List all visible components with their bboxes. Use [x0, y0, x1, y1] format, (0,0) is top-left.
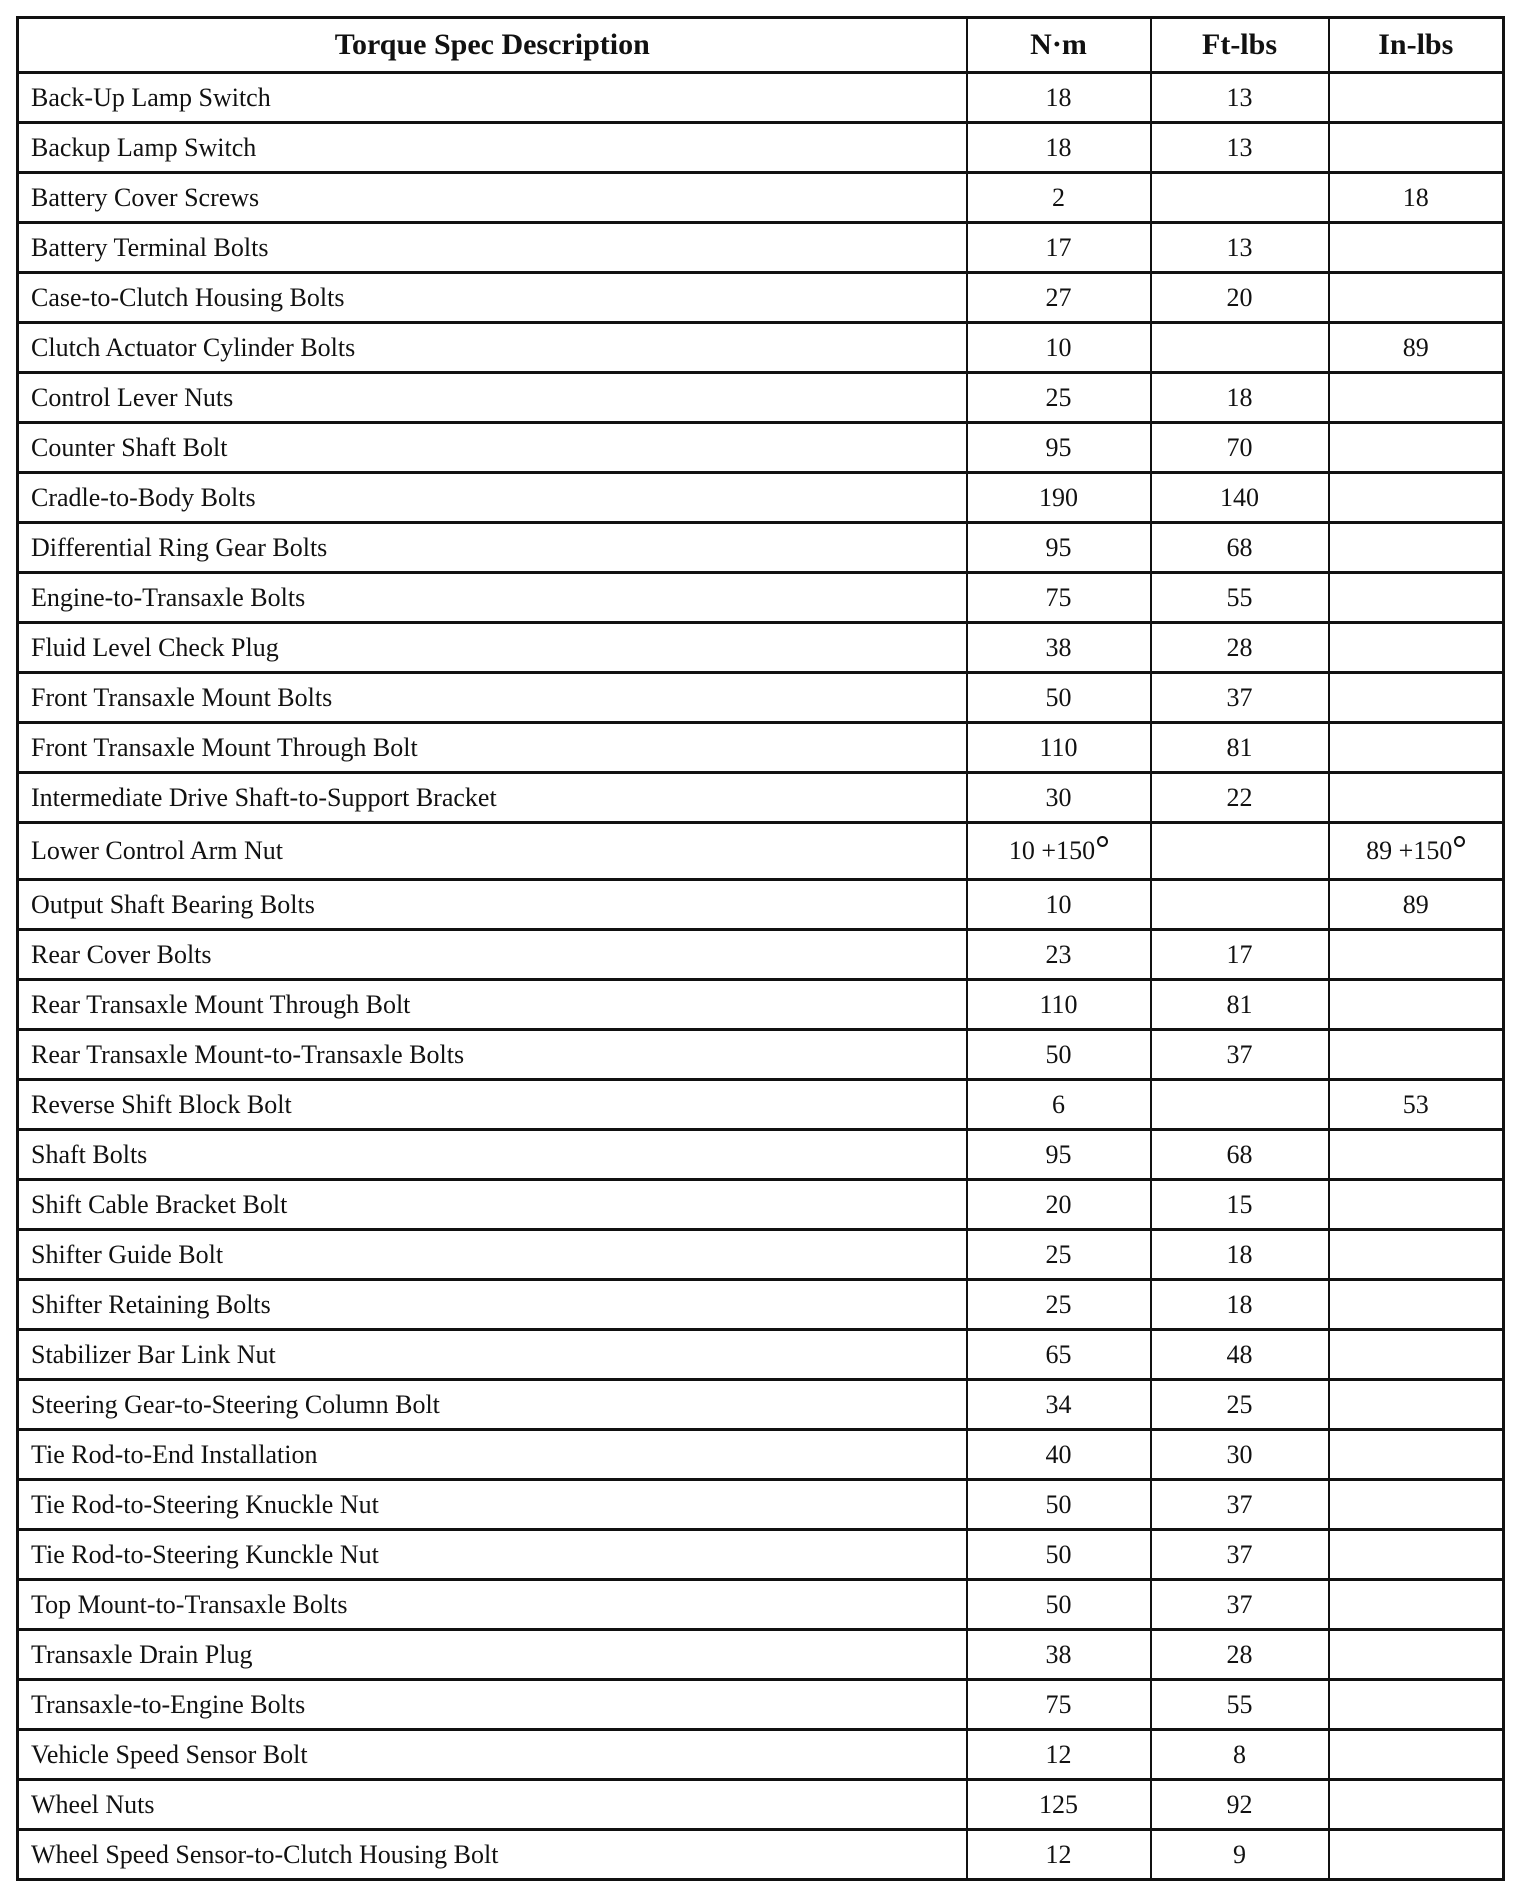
- table-row: [18, 273, 1504, 323]
- cell-nm-text: 10 +150: [1008, 836, 1096, 865]
- cell-ftlbs: [1151, 1080, 1329, 1130]
- cell-description: [18, 1380, 967, 1430]
- cell-ftlbs: [1151, 173, 1329, 223]
- cell-ftlbs-text: 13: [1226, 82, 1253, 112]
- cell-inlbs: [1329, 323, 1504, 373]
- cell-ftlbs: [1151, 273, 1329, 323]
- cell-inlbs: [1329, 723, 1504, 773]
- cell-nm: [967, 823, 1151, 880]
- cell-ftlbs-text: 70: [1226, 432, 1253, 462]
- cell-ftlbs-text: 25: [1226, 1389, 1253, 1419]
- cell-nm-text: 75: [1045, 1689, 1072, 1719]
- cell-description: [18, 1080, 967, 1130]
- cell-nm: [967, 1330, 1151, 1380]
- cell-description: [18, 323, 967, 373]
- cell-inlbs: [1329, 1580, 1504, 1630]
- cell-nm-text: 34: [1045, 1389, 1072, 1419]
- torque-spec-table: [16, 16, 1505, 1881]
- cell-inlbs: [1329, 1730, 1504, 1780]
- cell-description: [18, 1280, 967, 1330]
- cell-ftlbs-text: 20: [1226, 282, 1253, 312]
- cell-description: [18, 1480, 967, 1530]
- table-row: [18, 673, 1504, 723]
- cell-nm: [967, 673, 1151, 723]
- cell-ftlbs: [1151, 123, 1329, 173]
- cell-nm-text: 38: [1045, 1639, 1072, 1669]
- cell-nm: [967, 473, 1151, 523]
- table-row: [18, 1480, 1504, 1530]
- cell-nm-text: 6: [1052, 1089, 1065, 1119]
- degree-symbol-icon: [1097, 836, 1108, 847]
- cell-ftlbs: [1151, 980, 1329, 1030]
- cell-nm-text: 125: [1039, 1789, 1078, 1819]
- cell-ftlbs: [1151, 473, 1329, 523]
- cell-description-text: Wheel Speed Sensor-to-Clutch Housing Bolt: [31, 1839, 499, 1869]
- cell-inlbs: [1329, 123, 1504, 173]
- cell-nm-text: 95: [1045, 532, 1072, 562]
- table-row: [18, 223, 1504, 273]
- table-row: [18, 1530, 1504, 1580]
- cell-description-text: Battery Cover Screws: [31, 182, 260, 212]
- cell-inlbs: [1329, 1130, 1504, 1180]
- cell-nm-text: 95: [1045, 432, 1072, 462]
- cell-description: [18, 1530, 967, 1580]
- table-row: [18, 823, 1504, 880]
- cell-description: [18, 223, 967, 273]
- cell-inlbs: [1329, 673, 1504, 723]
- cell-ftlbs-text: 37: [1226, 1039, 1253, 1069]
- cell-description-text: Intermediate Drive Shaft-to-Support Bracket: [31, 782, 497, 812]
- cell-nm: [967, 1580, 1151, 1630]
- cell-description-text: Differential Ring Gear Bolts: [31, 532, 328, 562]
- cell-ftlbs: [1151, 1030, 1329, 1080]
- cell-inlbs: [1329, 1180, 1504, 1230]
- table-row: [18, 1780, 1504, 1830]
- cell-nm-text: 95: [1045, 1139, 1072, 1169]
- cell-nm: [967, 173, 1151, 223]
- cell-nm-text: 23: [1045, 939, 1072, 969]
- cell-nm: [967, 980, 1151, 1030]
- cell-description: [18, 1330, 967, 1380]
- cell-description-text: Wheel Nuts: [31, 1789, 155, 1819]
- table-row: [18, 773, 1504, 823]
- table-header: [18, 18, 1504, 73]
- cell-description-text: Shift Cable Bracket Bolt: [31, 1189, 288, 1219]
- cell-inlbs: [1329, 523, 1504, 573]
- table-row: [18, 373, 1504, 423]
- cell-ftlbs: [1151, 773, 1329, 823]
- cell-ftlbs: [1151, 1680, 1329, 1730]
- cell-ftlbs: [1151, 930, 1329, 980]
- cell-ftlbs: [1151, 323, 1329, 373]
- cell-nm-text: 27: [1045, 282, 1072, 312]
- cell-ftlbs: [1151, 880, 1329, 930]
- cell-nm: [967, 573, 1151, 623]
- cell-nm: [967, 1380, 1151, 1430]
- cell-ftlbs-text: 28: [1226, 632, 1253, 662]
- header-description: Torque Spec Description: [18, 18, 967, 73]
- cell-description-text: Stabilizer Bar Link Nut: [31, 1339, 276, 1369]
- table-row: [18, 523, 1504, 573]
- cell-description-text: Output Shaft Bearing Bolts: [31, 889, 315, 919]
- cell-description: [18, 1230, 967, 1280]
- cell-nm-text: 50: [1045, 1539, 1072, 1569]
- cell-description-text: Clutch Actuator Cylinder Bolts: [31, 332, 356, 362]
- cell-nm-text: 18: [1045, 132, 1072, 162]
- cell-ftlbs-text: 22: [1226, 782, 1253, 812]
- cell-ftlbs: [1151, 1780, 1329, 1830]
- cell-description: [18, 523, 967, 573]
- cell-ftlbs-text: 37: [1226, 1539, 1253, 1569]
- header-nm: N·m: [967, 18, 1151, 73]
- cell-nm-text: 20: [1045, 1189, 1072, 1219]
- cell-nm: [967, 323, 1151, 373]
- cell-description-text: Reverse Shift Block Bolt: [31, 1089, 292, 1119]
- cell-ftlbs: [1151, 723, 1329, 773]
- cell-nm: [967, 723, 1151, 773]
- cell-nm-text: 25: [1045, 382, 1072, 412]
- cell-ftlbs-text: 9: [1233, 1839, 1246, 1869]
- cell-description-text: Front Transaxle Mount Bolts: [31, 682, 333, 712]
- table-row: [18, 173, 1504, 223]
- cell-nm: [967, 880, 1151, 930]
- cell-description: [18, 1430, 967, 1480]
- cell-description-text: Lower Control Arm Nut: [31, 836, 284, 865]
- cell-ftlbs-text: 68: [1226, 532, 1253, 562]
- cell-description: [18, 723, 967, 773]
- table-row: [18, 1630, 1504, 1680]
- cell-nm-text: 50: [1045, 1589, 1072, 1619]
- cell-nm-text: 2: [1052, 182, 1065, 212]
- cell-inlbs: [1329, 1430, 1504, 1480]
- cell-ftlbs: [1151, 1180, 1329, 1230]
- cell-ftlbs: [1151, 1480, 1329, 1530]
- cell-description: [18, 1630, 967, 1680]
- cell-nm-text: 75: [1045, 582, 1072, 612]
- cell-nm-text: 12: [1045, 1839, 1072, 1869]
- cell-ftlbs: [1151, 673, 1329, 723]
- cell-nm: [967, 1780, 1151, 1830]
- cell-description-text: Shifter Guide Bolt: [31, 1239, 224, 1269]
- cell-nm: [967, 373, 1151, 423]
- cell-nm-text: 12: [1045, 1739, 1072, 1769]
- cell-nm: [967, 773, 1151, 823]
- cell-inlbs: [1329, 773, 1504, 823]
- cell-description-text: Fluid Level Check Plug: [31, 632, 279, 662]
- cell-ftlbs-text: 30: [1226, 1439, 1253, 1469]
- cell-description: [18, 423, 967, 473]
- cell-inlbs: [1329, 573, 1504, 623]
- cell-nm: [967, 423, 1151, 473]
- cell-ftlbs: [1151, 73, 1329, 123]
- cell-nm: [967, 1130, 1151, 1180]
- cell-description-text: Transaxle-to-Engine Bolts: [31, 1689, 306, 1719]
- cell-nm: [967, 1830, 1151, 1880]
- cell-nm: [967, 1680, 1151, 1730]
- cell-ftlbs-text: 92: [1226, 1789, 1253, 1819]
- cell-ftlbs: [1151, 223, 1329, 273]
- cell-inlbs-text: 89 +150: [1366, 836, 1453, 865]
- table-row: [18, 473, 1504, 523]
- cell-description: [18, 1030, 967, 1080]
- table-row: [18, 1030, 1504, 1080]
- cell-ftlbs: [1151, 573, 1329, 623]
- cell-description: [18, 123, 967, 173]
- cell-description-text: Transaxle Drain Plug: [31, 1639, 253, 1669]
- cell-ftlbs: [1151, 1830, 1329, 1880]
- cell-nm: [967, 1030, 1151, 1080]
- cell-description-text: Tie Rod-to-Steering Kunckle Nut: [31, 1539, 379, 1569]
- header-ftlbs: Ft-lbs: [1151, 18, 1329, 73]
- cell-description: [18, 1730, 967, 1780]
- cell-nm-text: 50: [1045, 682, 1072, 712]
- cell-ftlbs-text: 18: [1226, 1239, 1253, 1269]
- cell-inlbs: [1329, 980, 1504, 1030]
- cell-inlbs: [1329, 423, 1504, 473]
- cell-nm-text: 65: [1045, 1339, 1072, 1369]
- cell-ftlbs-text: 28: [1226, 1639, 1253, 1669]
- cell-description: [18, 880, 967, 930]
- cell-nm-text: 110: [1039, 989, 1078, 1019]
- cell-ftlbs-text: 81: [1226, 732, 1253, 762]
- cell-description-text: Cradle-to-Body Bolts: [31, 482, 256, 512]
- cell-nm: [967, 223, 1151, 273]
- cell-description: [18, 673, 967, 723]
- table-row: [18, 1730, 1504, 1780]
- cell-inlbs: [1329, 823, 1504, 880]
- table-row: [18, 1080, 1504, 1130]
- cell-nm-text: 110: [1039, 732, 1078, 762]
- cell-description: [18, 980, 967, 1030]
- cell-ftlbs: [1151, 1280, 1329, 1330]
- cell-description: [18, 1580, 967, 1630]
- cell-nm: [967, 1180, 1151, 1230]
- cell-inlbs: [1329, 1630, 1504, 1680]
- cell-nm-text: 190: [1039, 482, 1078, 512]
- cell-inlbs: [1329, 930, 1504, 980]
- cell-inlbs: [1329, 1480, 1504, 1530]
- cell-nm: [967, 1480, 1151, 1530]
- cell-ftlbs-text: 81: [1226, 989, 1253, 1019]
- cell-description-text: Front Transaxle Mount Through Bolt: [31, 732, 418, 762]
- cell-nm: [967, 1730, 1151, 1780]
- cell-ftlbs: [1151, 823, 1329, 880]
- cell-inlbs-text: 53: [1402, 1089, 1429, 1119]
- cell-ftlbs-text: 18: [1226, 1289, 1253, 1319]
- table-row: [18, 123, 1504, 173]
- cell-nm: [967, 1280, 1151, 1330]
- cell-inlbs: [1329, 623, 1504, 673]
- cell-ftlbs: [1151, 1430, 1329, 1480]
- cell-description-text: Vehicle Speed Sensor Bolt: [31, 1739, 308, 1769]
- cell-nm-text: 30: [1045, 782, 1072, 812]
- cell-inlbs: [1329, 473, 1504, 523]
- cell-nm-text: 40: [1045, 1439, 1072, 1469]
- cell-ftlbs-text: 55: [1226, 1689, 1253, 1719]
- cell-ftlbs: [1151, 1580, 1329, 1630]
- cell-nm: [967, 1430, 1151, 1480]
- cell-description: [18, 930, 967, 980]
- cell-description-text: Tie Rod-to-End Installation: [31, 1439, 318, 1469]
- header-row: [18, 18, 1504, 73]
- cell-inlbs: [1329, 73, 1504, 123]
- cell-ftlbs-text: 37: [1226, 1489, 1253, 1519]
- table-row: [18, 1280, 1504, 1330]
- cell-description-text: Engine-to-Transaxle Bolts: [31, 582, 306, 612]
- cell-description-text: Shaft Bolts: [31, 1139, 148, 1169]
- cell-ftlbs-text: 140: [1220, 482, 1259, 512]
- cell-ftlbs-text: 18: [1226, 382, 1253, 412]
- table-row: [18, 1680, 1504, 1730]
- cell-nm: [967, 1230, 1151, 1280]
- cell-description: [18, 473, 967, 523]
- cell-description: [18, 573, 967, 623]
- cell-description-text: Shifter Retaining Bolts: [31, 1289, 271, 1319]
- cell-inlbs: [1329, 1080, 1504, 1130]
- cell-inlbs: [1329, 1030, 1504, 1080]
- cell-nm-text: 50: [1045, 1039, 1072, 1069]
- table-row: [18, 1330, 1504, 1380]
- cell-description-text: Battery Terminal Bolts: [31, 232, 269, 262]
- table-row: [18, 980, 1504, 1030]
- cell-inlbs: [1329, 1380, 1504, 1430]
- cell-description: [18, 1780, 967, 1830]
- cell-ftlbs: [1151, 623, 1329, 673]
- cell-inlbs: [1329, 1530, 1504, 1580]
- cell-nm: [967, 1630, 1151, 1680]
- cell-inlbs: [1329, 1280, 1504, 1330]
- cell-nm-text: 10: [1045, 889, 1072, 919]
- cell-description: [18, 273, 967, 323]
- cell-nm-text: 18: [1045, 82, 1072, 112]
- table-row: [18, 1830, 1504, 1880]
- cell-nm: [967, 273, 1151, 323]
- table-row: [18, 723, 1504, 773]
- cell-nm: [967, 123, 1151, 173]
- cell-ftlbs-text: 37: [1226, 1589, 1253, 1619]
- cell-ftlbs-text: 8: [1233, 1739, 1246, 1769]
- cell-ftlbs: [1151, 1730, 1329, 1780]
- cell-description-text: Tie Rod-to-Steering Knuckle Nut: [31, 1489, 379, 1519]
- cell-inlbs: [1329, 880, 1504, 930]
- cell-ftlbs-text: 13: [1226, 232, 1253, 262]
- cell-ftlbs-text: 13: [1226, 132, 1253, 162]
- cell-description: [18, 1830, 967, 1880]
- cell-description: [18, 73, 967, 123]
- table-row: [18, 623, 1504, 673]
- table-row: [18, 1380, 1504, 1430]
- cell-description-text: Backup Lamp Switch: [31, 132, 257, 162]
- table-row: [18, 323, 1504, 373]
- cell-nm-text: 25: [1045, 1239, 1072, 1269]
- table-row: [18, 1580, 1504, 1630]
- cell-description: [18, 773, 967, 823]
- cell-description-text: Rear Cover Bolts: [31, 939, 212, 969]
- cell-inlbs: [1329, 1680, 1504, 1730]
- cell-description: [18, 1130, 967, 1180]
- table-row: [18, 1180, 1504, 1230]
- cell-description-text: Case-to-Clutch Housing Bolts: [31, 282, 345, 312]
- cell-nm: [967, 623, 1151, 673]
- cell-ftlbs-text: 15: [1226, 1189, 1253, 1219]
- cell-ftlbs: [1151, 1330, 1329, 1380]
- table-row: [18, 1130, 1504, 1180]
- cell-inlbs-text: 18: [1402, 182, 1429, 212]
- cell-ftlbs: [1151, 1130, 1329, 1180]
- cell-description: [18, 1680, 967, 1730]
- cell-inlbs-text: 89: [1402, 889, 1429, 919]
- cell-description-text: Counter Shaft Bolt: [31, 432, 228, 462]
- cell-nm: [967, 73, 1151, 123]
- cell-description-text: Steering Gear-to-Steering Column Bolt: [31, 1389, 440, 1419]
- cell-description-text: Rear Transaxle Mount-to-Transaxle Bolts: [31, 1039, 465, 1069]
- cell-inlbs: [1329, 1830, 1504, 1880]
- cell-description: [18, 623, 967, 673]
- table-row: [18, 1430, 1504, 1480]
- cell-nm-text: 38: [1045, 632, 1072, 662]
- cell-inlbs: [1329, 1330, 1504, 1380]
- table-body: [18, 73, 1504, 1880]
- cell-description-text: Rear Transaxle Mount Through Bolt: [31, 989, 411, 1019]
- cell-inlbs: [1329, 1230, 1504, 1280]
- cell-ftlbs-text: 68: [1226, 1139, 1253, 1169]
- table-row: [18, 1230, 1504, 1280]
- table-row: [18, 423, 1504, 473]
- cell-nm: [967, 523, 1151, 573]
- cell-description-text: Control Lever Nuts: [31, 382, 234, 412]
- table-row: [18, 880, 1504, 930]
- cell-ftlbs-text: 55: [1226, 582, 1253, 612]
- cell-ftlbs-text: 48: [1226, 1339, 1253, 1369]
- cell-ftlbs: [1151, 523, 1329, 573]
- cell-inlbs: [1329, 273, 1504, 323]
- cell-ftlbs: [1151, 423, 1329, 473]
- cell-nm: [967, 1080, 1151, 1130]
- cell-description-text: Top Mount-to-Transaxle Bolts: [31, 1589, 348, 1619]
- cell-inlbs: [1329, 373, 1504, 423]
- cell-ftlbs-text: 17: [1226, 939, 1253, 969]
- cell-description: [18, 173, 967, 223]
- cell-description: [18, 1180, 967, 1230]
- cell-ftlbs: [1151, 1530, 1329, 1580]
- cell-description: [18, 373, 967, 423]
- cell-nm: [967, 1530, 1151, 1580]
- table-row: [18, 73, 1504, 123]
- cell-inlbs-text: 89: [1402, 332, 1429, 362]
- table-row: [18, 930, 1504, 980]
- cell-inlbs: [1329, 223, 1504, 273]
- degree-symbol-icon: [1454, 836, 1465, 847]
- cell-description-text: Back-Up Lamp Switch: [31, 82, 271, 112]
- cell-ftlbs: [1151, 1230, 1329, 1280]
- cell-ftlbs: [1151, 1380, 1329, 1430]
- cell-nm-text: 50: [1045, 1489, 1072, 1519]
- cell-description: [18, 823, 967, 880]
- cell-ftlbs: [1151, 1630, 1329, 1680]
- cell-nm-text: 17: [1045, 232, 1072, 262]
- cell-nm: [967, 930, 1151, 980]
- table-row: [18, 573, 1504, 623]
- cell-inlbs: [1329, 173, 1504, 223]
- cell-inlbs: [1329, 1780, 1504, 1830]
- cell-nm-text: 25: [1045, 1289, 1072, 1319]
- header-inlbs: In-lbs: [1329, 18, 1504, 73]
- cell-ftlbs-text: 37: [1226, 682, 1253, 712]
- cell-ftlbs: [1151, 373, 1329, 423]
- cell-nm-text: 10: [1045, 332, 1072, 362]
